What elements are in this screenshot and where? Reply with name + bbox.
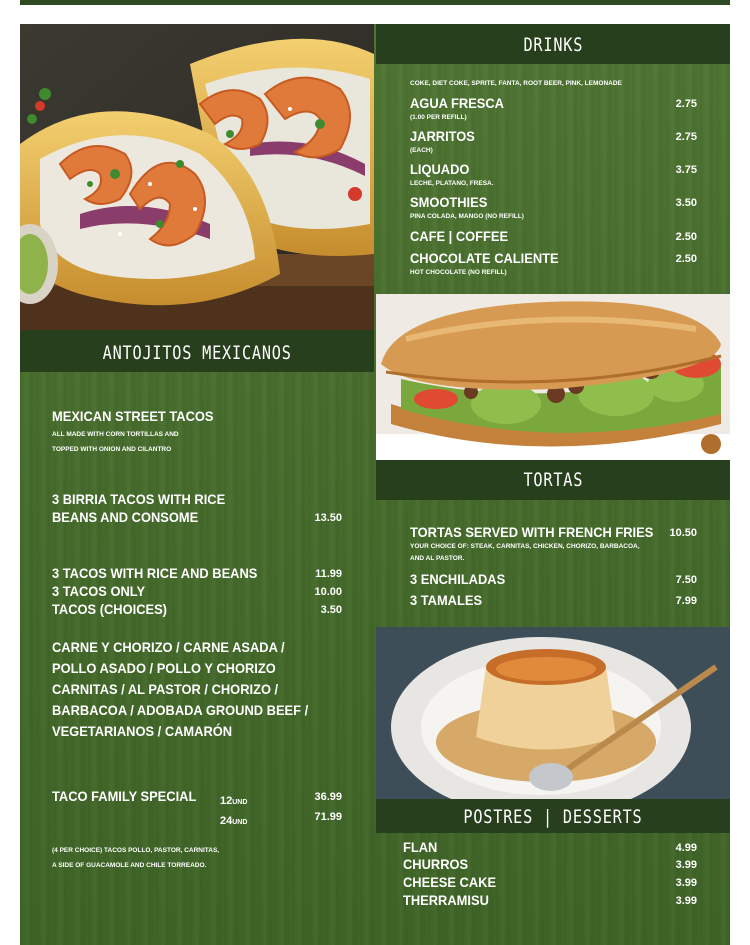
tortas-main-note2: AND AL PASTOR. <box>410 555 465 562</box>
tortas-enchiladas-price: 7.50 <box>675 574 697 586</box>
birria-price: 13.50 <box>314 512 342 524</box>
street-tacos-note1: ALL MADE WITH CORN TORTILLAS AND <box>52 431 179 438</box>
drink-smoothies-note: PINA COLADA, MANGO (NO REFILL) <box>410 213 524 220</box>
soda-list: COKE, DIET COKE, SPRITE, FANTA, ROOT BEER, PINK, LEMONADE <box>410 80 622 87</box>
tortas-main-note1: YOUR CHOICE OF: STEAK, CARNITAS, CHICKEN, CHORIZO, BARBACOA, <box>410 543 640 550</box>
tortas-tamales-price: 7.99 <box>675 595 697 607</box>
drinks-heading: DRINKS <box>523 34 583 56</box>
drink-agua-fresca-note: (1.00 PER REFILL) <box>410 114 467 121</box>
flan-photo <box>376 627 730 799</box>
family-special-title: TACO FAMILY SPECIAL <box>52 788 197 804</box>
meat-line-5: VEGETARIANOS / CAMARÓN <box>52 723 233 739</box>
tacos-choices: TACOS (CHOICES) <box>52 601 167 617</box>
torta-image <box>376 294 730 460</box>
tortas-main-price: 10.50 <box>669 527 697 539</box>
drinks-heading-band <box>376 24 730 64</box>
meat-line-1: CARNE Y CHORIZO / CARNE ASADA / <box>52 639 285 655</box>
meat-line-2: POLLO ASADO / POLLO Y CHORIZO <box>52 660 276 676</box>
family-option-24: 24UND <box>220 815 248 827</box>
dessert-churros: CHURROS <box>403 856 469 872</box>
meat-line-3: CARNITAS / AL PASTOR / CHORIZO / <box>52 681 279 697</box>
antojitos-heading: ANTOJITOS MEXICANOS <box>102 342 292 364</box>
tortas-heading: TORTAS <box>523 469 583 491</box>
street-tacos-note2: TOPPED WITH ONION AND CILANTRO <box>52 446 172 453</box>
drink-liquado-price: 3.75 <box>675 164 697 176</box>
tortas-main-title: TORTAS SERVED WITH FRENCH FRIES <box>410 524 654 540</box>
tacos-only-price: 10.00 <box>314 586 342 598</box>
top-divider-strip <box>20 0 730 5</box>
dessert-cheese-cake: CHEESE CAKE <box>403 874 497 890</box>
tacos-only: 3 TACOS ONLY <box>52 583 146 599</box>
meat-line-4: BARBACOA / ADOBADA GROUND BEEF / <box>52 702 309 718</box>
drink-coffee-price: 2.50 <box>675 231 697 243</box>
drink-agua-fresca: AGUA FRESCA <box>410 95 504 111</box>
drink-jarritos: JARRITOS <box>410 128 475 144</box>
tortas-heading-band <box>376 460 730 500</box>
drink-chocolate-note: HOT CHOCOLATE (NO REFILL) <box>410 269 507 276</box>
antojitos-heading-band <box>20 330 374 372</box>
family-24-price: 71.99 <box>314 811 342 823</box>
drink-jarritos-note: (EACH) <box>410 147 433 154</box>
family-option-12: 12UND <box>220 795 248 807</box>
family-note1: (4 PER CHOICE) TACOS POLLO, PASTOR, CARNITAS, <box>52 847 220 854</box>
desserts-heading-band <box>376 799 730 833</box>
drink-smoothies-price: 3.50 <box>675 197 697 209</box>
drink-chocolate-caliente: CHOCOLATE CALIENTE <box>410 250 559 266</box>
tortas-tamales: 3 TAMALES <box>410 592 483 608</box>
drink-coffee: CAFE | COFFEE <box>410 228 509 244</box>
drink-jarritos-price: 2.75 <box>675 131 697 143</box>
dessert-flan: FLAN <box>403 839 438 855</box>
torta-photo <box>376 294 730 460</box>
tacos-rice-beans-price: 11.99 <box>315 568 342 580</box>
dessert-therramisu-price: 3.99 <box>675 895 697 907</box>
dessert-therramisu: THERRAMISU <box>403 892 489 908</box>
drink-liquado: LIQUADO <box>410 161 470 177</box>
dessert-cheese-cake-price: 3.99 <box>675 877 697 889</box>
desserts-heading: POSTRES | DESSERTS <box>463 806 643 828</box>
birria-line2: BEANS AND CONSOME <box>52 509 199 525</box>
drink-smoothies: SMOOTHIES <box>410 194 488 210</box>
drink-chocolate-price: 2.50 <box>675 253 697 265</box>
tacos-choices-price: 3.50 <box>320 604 342 616</box>
birria-line1: 3 BIRRIA TACOS WITH RICE <box>52 491 226 507</box>
dessert-churros-price: 3.99 <box>675 859 697 871</box>
family-12-price: 36.99 <box>314 791 342 803</box>
drink-agua-fresca-price: 2.75 <box>675 98 697 110</box>
drink-liquado-note: LECHE, PLATANO, FRESA. <box>410 180 494 187</box>
dessert-flan-price: 4.99 <box>675 842 697 854</box>
family-note2: A SIDE OF GUACAMOLE AND CHILE TORREADO. <box>52 862 207 869</box>
shrimp-tacos-photo <box>20 24 374 330</box>
shrimp-tacos-image <box>20 24 374 330</box>
tortas-enchiladas: 3 ENCHILADAS <box>410 571 506 587</box>
flan-image <box>376 627 730 799</box>
tacos-rice-beans: 3 TACOS WITH RICE AND BEANS <box>52 565 258 581</box>
menu-board <box>20 24 730 945</box>
street-tacos-title: MEXICAN STREET TACOS <box>52 408 214 424</box>
